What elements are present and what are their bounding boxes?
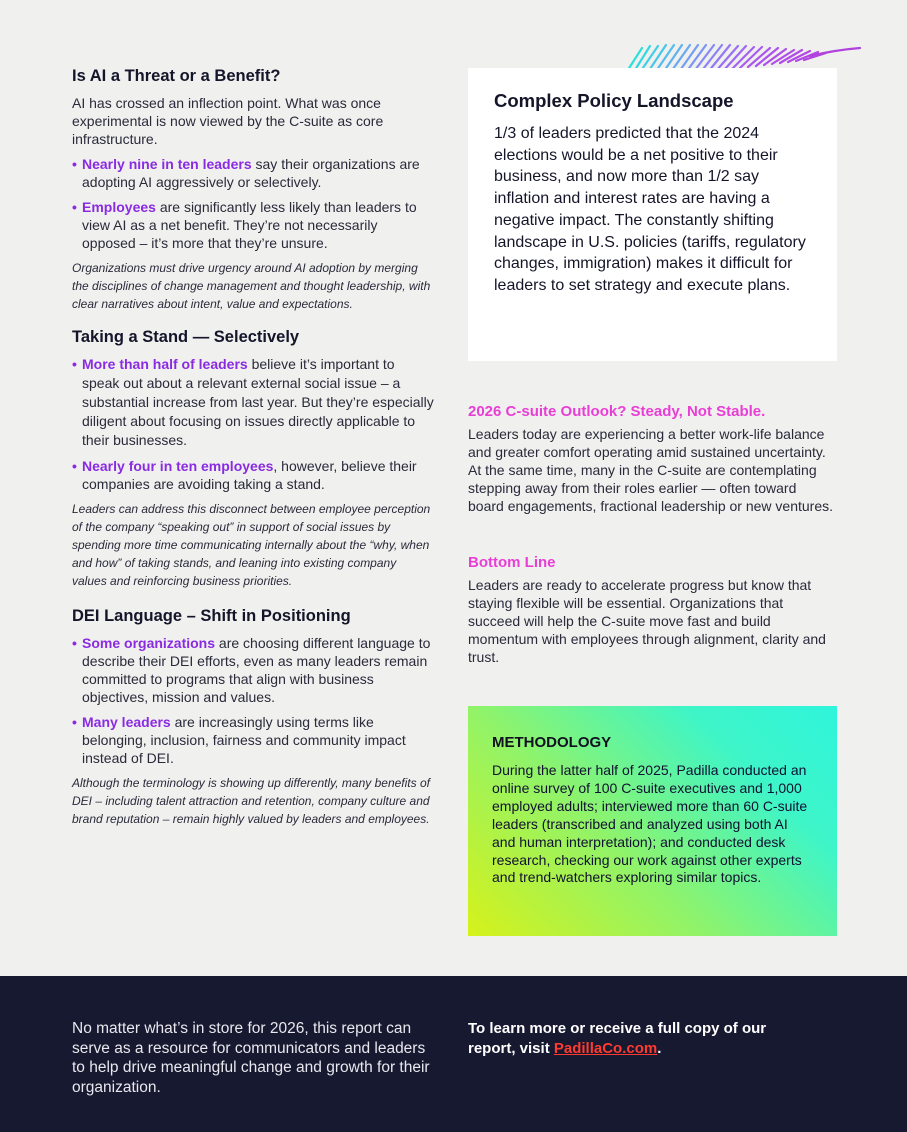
section-note: Although the terminology is showing up differently, many benefits of DEI – including talent attraction and retention, company culture and brand reputation – remain highly valued by leaders and employees.	[72, 776, 430, 826]
bullet-list	[72, 634, 434, 767]
bottom-line-body: Leaders are ready to accelerate progress but know that staying flexible will be essential. Organizations that succeed will help the C-suite move fast and build momentum with employees through alignment, clarity and trust.	[468, 577, 826, 665]
bottom-line-section	[468, 553, 836, 666]
section-title: DEI Language – Shift in Positioning	[72, 607, 351, 625]
bullet-highlight: Nearly nine in ten leaders	[82, 156, 252, 172]
footer-cta-end: .	[657, 1039, 662, 1057]
bullet-text: are choosing different language to describe their DEI efforts, even as many leaders remain committed to programs that align with business objectives, mission and values.	[82, 635, 431, 705]
card-body: 1/3 of leaders predicted that the 2024 elections would be a net positive to their business, and now more than 1/2 say inflation and interest rates are having a negative impact. The constantly shifting landscape in U.S. policies (tariffs, regulatory changes, immigration) makes it difficult for leaders to set strategy and execute plans.	[494, 125, 806, 294]
bullet-text: are increasingly using terms like belonging, inclusion, fairness and community impact instead of DEI.	[82, 714, 406, 766]
methodology-card	[468, 706, 837, 936]
outlook-title: 2026 C-suite Outlook? Steady, Not Stable.	[468, 403, 766, 420]
footer-cta-text: To learn more or receive a full copy of our report, visit	[468, 1020, 767, 1057]
ai-threat-section	[72, 66, 434, 313]
bullet-highlight: Employees	[82, 199, 156, 215]
bullet-icon: •	[72, 635, 77, 651]
section-intro: AI has crossed an inflection point. What was once experimental is now viewed by the C-suite as core infrastructure.	[72, 95, 384, 147]
bullet-icon: •	[72, 714, 77, 730]
section-title: Is AI a Threat or a Benefit?	[72, 67, 281, 85]
bullet-list	[72, 355, 434, 493]
outlook-section	[468, 402, 836, 515]
bullet-highlight: More than half of leaders	[82, 356, 248, 372]
bullet-highlight: Many leaders	[82, 714, 171, 730]
bullet-icon: •	[72, 356, 77, 372]
left-column	[72, 66, 434, 828]
section-title: Taking a Stand — Selectively	[72, 328, 300, 346]
taking-stand-section	[72, 327, 434, 590]
bullet-text: , however, believe their companies are avoiding taking a stand.	[82, 458, 417, 492]
list-item	[72, 634, 434, 706]
dei-language-section	[72, 606, 434, 828]
methodology-title: METHODOLOGY	[492, 734, 612, 751]
outlook-body: Leaders today are experiencing a better work-life balance and greater comfort operating amid sustained uncertainty. At the same time, many in the C-suite are contemplating stepping away from their roles earlier — often toward board engagements, fractional leadership or new ventures.	[468, 426, 833, 514]
bullet-text: say their organizations are adopting AI aggressively or selectively.	[82, 156, 420, 190]
bullet-list	[72, 155, 434, 252]
list-item	[72, 198, 434, 252]
footer-left-text: No matter what’s in store for 2026, this report can serve as a resource for communicators and leaders to help drive meaningful change and growth for their organization.	[72, 1020, 430, 1096]
footer	[0, 976, 907, 1132]
list-item	[72, 155, 434, 191]
methodology-body: During the latter half of 2025, Padilla conducted an online survey of 100 C-suite executives and 1,000 employed adults; interviewed more than 60 C-suite leaders (transcribed and analyzed using both AI and human interpretation); and conducted desk research, checking our work against other experts and trend-watchers exploring similar topics.	[492, 762, 808, 886]
bullet-icon: •	[72, 458, 77, 474]
bullet-highlight: Nearly four in ten employees	[82, 458, 274, 474]
bullet-icon: •	[72, 156, 77, 172]
card-title: Complex Policy Landscape	[494, 90, 734, 111]
list-item	[72, 713, 434, 767]
bullet-text: believe it’s important to speak out about a relevant external social issue – a substantial increase from last year. But they’re especially diligent about focusing on issues directly applicable to their businesses.	[82, 356, 434, 448]
section-note: Organizations must drive urgency around AI adoption by merging the disciplines of change management and thought leadership, with clear narratives about intent, value and expectations.	[72, 261, 431, 311]
padilla-website-link[interactable]: PadillaCo.com	[553, 1039, 658, 1057]
bullet-icon: •	[72, 199, 77, 215]
bullet-highlight: Some organizations	[82, 635, 216, 651]
bottom-line-title: Bottom Line	[468, 554, 556, 571]
section-note: Leaders can address this disconnect between employee perception of the company “speaking out” in support of social issues by spending more time communicating internally about the “why, when and how” of taking stands, and leaning into existing company values and reinforcing business priorities.	[72, 502, 431, 588]
list-item	[72, 457, 434, 493]
bullet-text: are significantly less likely than leaders to view AI as a net benefit. They’re not necessarily opposed – it’s more that they’re unsure.	[82, 199, 417, 251]
list-item	[72, 355, 434, 450]
policy-landscape-card	[468, 68, 837, 361]
footer-cta	[468, 1019, 768, 1058]
